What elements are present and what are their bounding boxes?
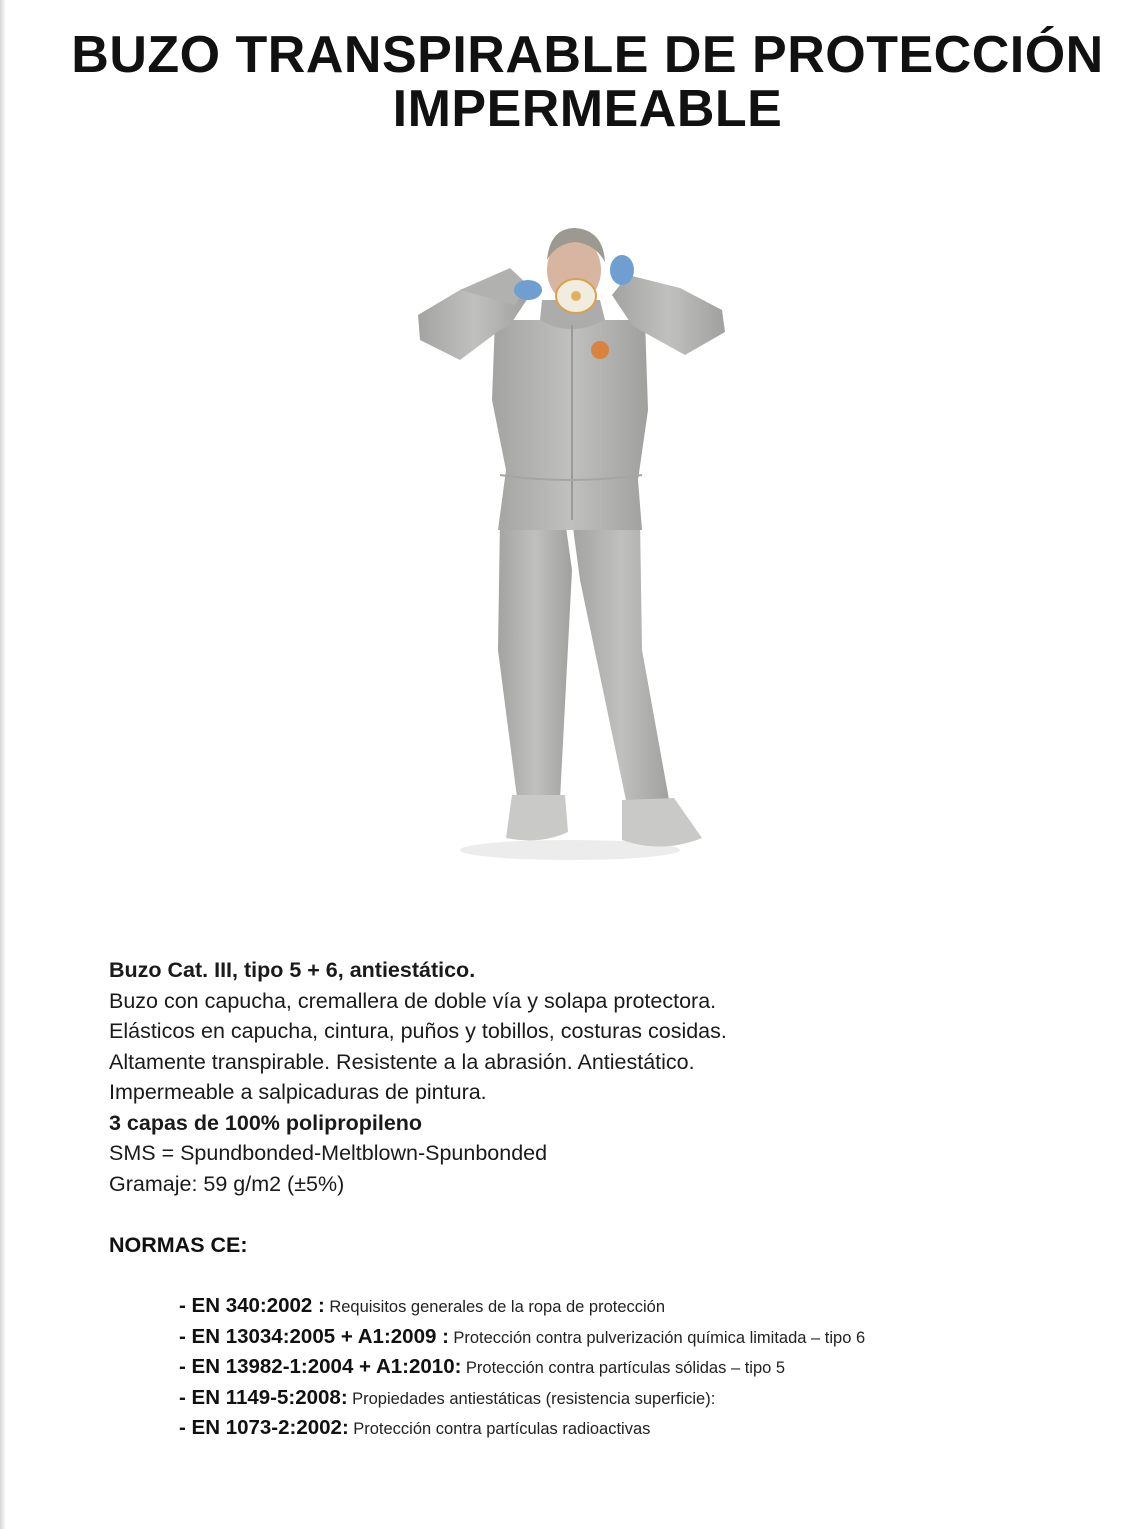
norm-code: - EN 340:2002 : xyxy=(179,1294,325,1317)
right-glove xyxy=(610,255,634,285)
norm-code: - EN 1149-5:2008: xyxy=(179,1385,348,1409)
list-item xyxy=(179,1294,865,1325)
sms-line: SMS = Spundbonded-Meltblown-Spunbonded xyxy=(109,1141,548,1165)
right-shoe-cover xyxy=(622,798,702,847)
norm-text: Protección contra pulverización química limitada – tipo 6 xyxy=(453,1328,866,1347)
list-item xyxy=(179,1325,865,1356)
title-line-1: BUZO TRANSPIRABLE DE PROTECCIÓN xyxy=(71,26,1104,84)
normas-list xyxy=(179,1294,865,1447)
norm-text: Requisitos generales de la ropa de protección xyxy=(329,1298,666,1316)
description-line: Altamente transpirable. Resistente a la abrasión. Antiestático. xyxy=(109,1049,695,1074)
norm-code: - EN 13034:2005 + A1:2009 : xyxy=(179,1324,449,1348)
product-photo xyxy=(400,220,740,870)
product-description xyxy=(109,955,727,1199)
list-item xyxy=(179,1416,865,1447)
gramaje-line: Gramaje: 59 g/m2 (±5%) xyxy=(109,1171,345,1196)
list-item xyxy=(179,1386,865,1417)
norm-text: Protección contra partículas sólidas – tipo 5 xyxy=(465,1359,786,1377)
description-line: Impermeable a salpicaduras de pintura. xyxy=(109,1080,487,1104)
suit-logo xyxy=(591,341,609,359)
left-leg xyxy=(498,520,572,805)
right-leg xyxy=(572,520,670,810)
torso xyxy=(492,320,648,530)
description-line: Elásticos en capucha, cintura, puños y tobillos, costuras cosidas. xyxy=(109,1019,727,1043)
description-heading: Buzo Cat. III, tipo 5 + 6, antiestático. xyxy=(109,958,476,982)
normas-heading: NORMAS CE: xyxy=(109,1233,248,1257)
material-line: 3 capas de 100% polipropileno xyxy=(109,1110,423,1135)
left-shoe-cover xyxy=(506,795,568,840)
norm-code: - EN 1073-2:2002: xyxy=(179,1416,349,1439)
norm-text: Propiedades antiestáticas (resistencia superficie): xyxy=(352,1389,716,1408)
left-glove xyxy=(514,280,542,300)
title-line-2: IMPERMEABLE xyxy=(392,80,783,138)
list-item xyxy=(179,1355,865,1386)
description-line: Buzo con capucha, cremallera de doble vía y solapa protectora. xyxy=(109,988,717,1013)
norm-code: - EN 13982-1:2004 + A1:2010: xyxy=(179,1355,462,1378)
page-title xyxy=(30,28,1125,136)
page-edge xyxy=(0,0,6,1529)
norm-text: Protección contra partículas radioactivas xyxy=(353,1420,651,1438)
